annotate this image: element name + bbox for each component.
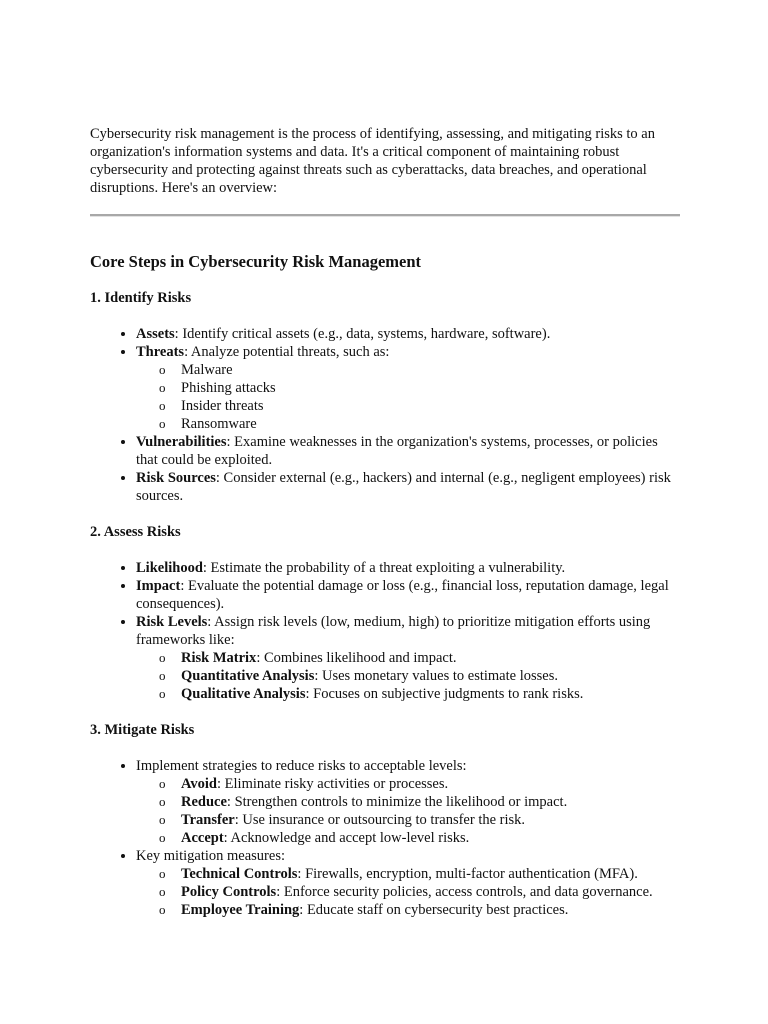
sublist-item [181,667,680,685]
sublist-item: o Ransomware [181,415,680,433]
intro-paragraph: Cybersecurity risk management is the process of identifying, assessing, and mitigating risks to an organization's information systems and data. It's a critical component of maintaining robust cybersecurity and protecting against threats such as cyberattacks, data breaches, and operational disruptions. Here's an overview: [90,126,655,196]
item-text: Key mitigation measures: [136,848,285,864]
sublist-item [181,865,680,883]
list-item [136,325,680,343]
document-page [90,125,680,919]
list-item [136,613,680,703]
horizontal-divider [90,214,680,217]
sublist-item: o Insider threats [181,397,680,415]
section-title-assess: 2. Assess Risks [90,524,181,540]
item-term: Risk Levels [136,614,208,630]
item-term: Policy Controls [181,884,277,900]
item-term: Qualitative Analysis [181,686,306,702]
identify-list [90,325,680,505]
sublist-item [181,829,680,847]
item-term: Employee Training [181,902,300,918]
sublist-item [181,685,680,703]
item-text: : Estimate the probability of a threat exploiting a vulnerability. [202,560,566,576]
item-text: : Analyze potential threats, such as: [184,344,390,360]
item-term: Reduce [181,794,227,810]
sublist-item [181,793,680,811]
item-term: Risk Matrix [181,650,257,666]
item-text: : Identify critical assets (e.g., data, systems, hardware, software). [174,326,551,342]
item-term: Assets [136,326,175,342]
list-item [136,757,680,847]
item-text: : Acknowledge and accept low-level risks. [223,830,470,846]
sublist-item [181,775,680,793]
threats-sublist [136,361,680,433]
measures-sublist [136,865,680,919]
item-text: : Assign risk levels (low, medium, high) to prioritize mitigation efforts using frameworks like: [136,614,651,648]
main-heading: Core Steps in Cybersecurity Risk Management [90,252,422,271]
sublist-item [181,883,680,901]
section-title-mitigate: 3. Mitigate Risks [90,722,195,738]
item-text: : Focuses on subjective judgments to rank risks. [305,686,584,702]
mitigate-list [90,757,680,919]
item-term: Transfer [181,812,235,828]
item-text: : Consider external (e.g., hackers) and internal (e.g., negligent employees) risk sources. [136,470,671,504]
item-term: Likelihood [136,560,203,576]
item-text: : Evaluate the potential damage or loss (e.g., financial loss, reputation damage, legal consequences). [136,578,669,612]
item-text: : Use insurance or outsourcing to transfer the risk. [234,812,526,828]
sublist-item [181,901,680,919]
item-term: Risk Sources [136,470,216,486]
item-term: Technical Controls [181,866,298,882]
item-text: : Uses monetary values to estimate losses. [314,668,558,684]
item-text: : Educate staff on cybersecurity best practices. [299,902,569,918]
item-text: : Eliminate risky activities or processes. [217,776,449,792]
sublist-item: o Malware [181,361,680,379]
list-item [136,559,680,577]
list-item [136,343,680,433]
item-text: : Enforce security policies, access controls, and data governance. [276,884,653,900]
item-text: : Combines likelihood and impact. [256,650,457,666]
assess-list [90,559,680,703]
item-term: Vulnerabilities [136,434,227,450]
item-term: Avoid [181,776,217,792]
sublist-item: o Phishing attacks [181,379,680,397]
list-item [136,847,680,919]
list-item [136,577,680,613]
risk-levels-sublist [136,649,680,703]
item-text: : Examine weaknesses in the organization's systems, processes, or policies that could be exploited. [136,434,658,468]
sublist-item [181,649,680,667]
item-term: Accept [181,830,224,846]
list-item [136,433,680,469]
strategies-sublist [136,775,680,847]
item-term: Threats [136,344,185,360]
item-term: Quantitative Analysis [181,668,315,684]
item-text: : Strengthen controls to minimize the likelihood or impact. [226,794,568,810]
list-item [136,469,680,505]
item-term: Impact [136,578,181,594]
item-text: : Firewalls, encryption, multi-factor authentication (MFA). [297,866,638,882]
sublist-item [181,811,680,829]
section-title-identify: 1. Identify Risks [90,290,192,306]
item-text: Implement strategies to reduce risks to acceptable levels: [136,758,467,774]
